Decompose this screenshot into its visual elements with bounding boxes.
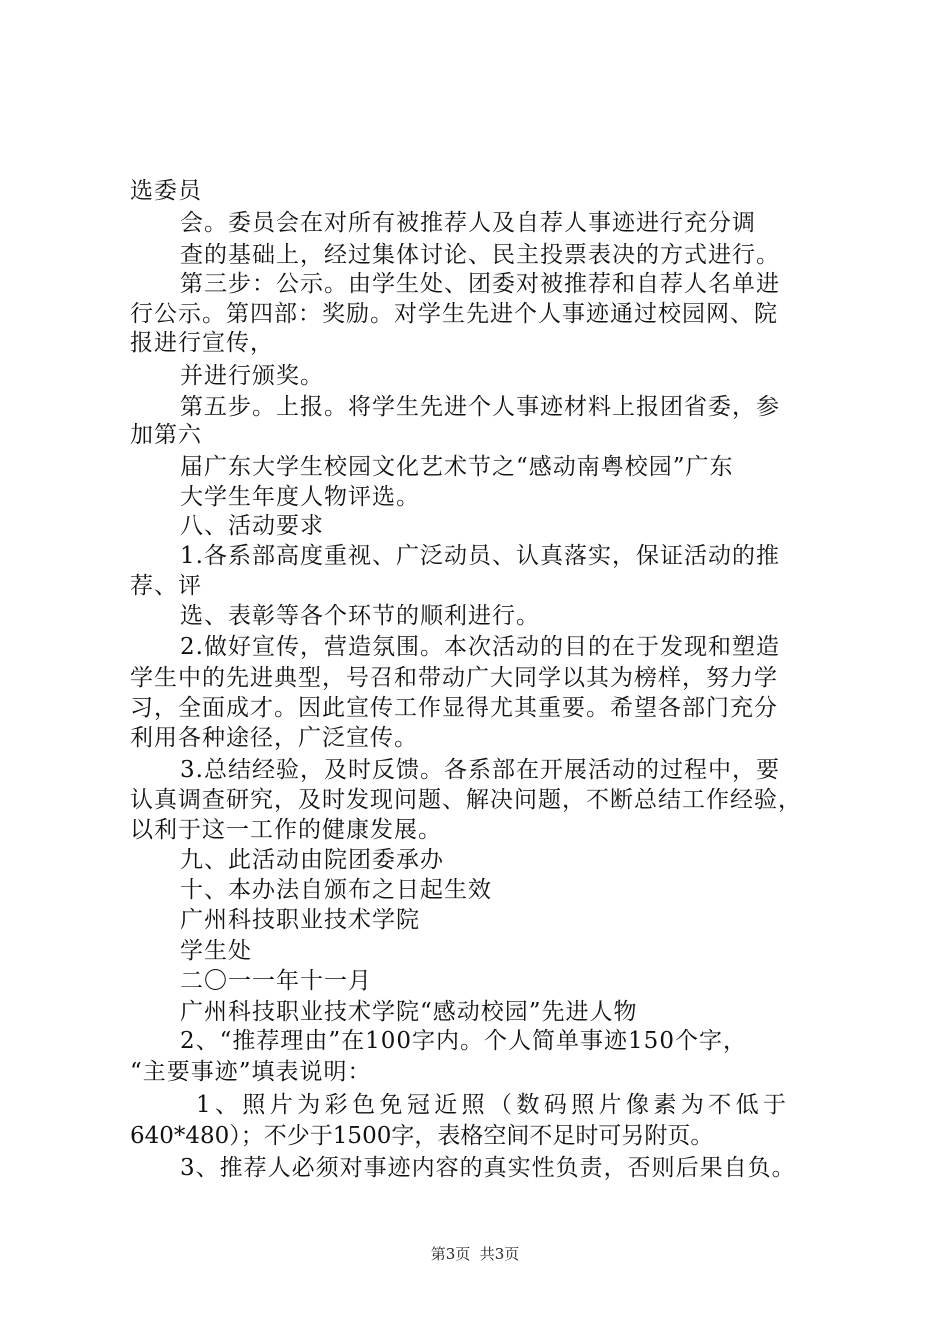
text-line: 1、照片为彩色免冠近照（数码照片像素为不低于 [196,1092,791,1118]
section-heading: 八、活动要求 [180,513,324,539]
text-line: 认真调查研究，及时发现问题、解决问题，不断总结工作经验， [130,787,802,813]
section-heading: 九、此活动由院团委承办 [180,847,444,873]
signature-department: 学生处 [180,938,252,964]
text-line: 3、推荐人必须对事迹内容的真实性负责，否则后果自负。 [180,1155,796,1181]
text-line: 选委员 [130,178,202,204]
text-line: 第五步。上报。将学生先进个人事迹材料上报团省委，参 [180,394,780,420]
text-line: “主要事迹”填表说明： [130,1059,372,1085]
text-line: 大学生年度人物评选。 [180,484,420,510]
text-line: 640*480）；不少于1500字，表格空间不足时可另附页。 [130,1123,714,1149]
text-line: 学生中的先进典型，号召和带动广大同学以其为榜样，努力学 [130,665,778,691]
text-line: 2.做好宣传，营造氛围。本次活动的目的在于发现和塑造 [180,634,780,660]
text-line: 加第六 [130,422,202,448]
text-line: 1.各系部高度重视、广泛动员、认真落实，保证活动的推 [180,543,780,569]
text-line: 届广东大学生校园文化艺术节之“感动南粤校园”广东 [180,454,734,480]
text-line: 利用各种途径，广泛宣传。 [130,725,418,751]
text-line: 以利于这一工作的健康发展。 [130,817,442,843]
text-line: 报进行宣传， [130,330,274,356]
text-line: 选、表彰等各个环节的顺利进行。 [180,603,540,629]
text-line: 荐、评 [130,573,202,599]
form-title: 广州科技职业技术学院“感动校园”先进人物 [180,999,638,1025]
signature-organization: 广州科技职业技术学院 [180,907,420,933]
page-number-label: 第3页 共3页 [430,1245,520,1263]
text-line: 行公示。第四部：奖励。对学生先进个人事迹通过校园网、院 [130,301,778,327]
text-line-justified [196,1090,832,1120]
text-line: 3.总结经验，及时反馈。各系部在开展活动的过程中，要 [180,757,780,783]
text-line: 2、“推荐理由”在100字内。个人简单事迹150个字， [180,1028,747,1054]
signature-date: 二〇一一年十一月 [180,968,372,994]
text-line: 查的基础上，经过集体讨论、民主投票表决的方式进行。 [180,242,780,268]
text-line: 会。委员会在对所有被推荐人及自荐人事迹进行充分调 [180,210,756,236]
page-footer [0,1244,950,1264]
text-line: 习，全面成才。因此宣传工作显得尤其重要。希望各部门充分 [130,695,778,721]
text-line: 并进行颁奖。 [180,363,324,389]
section-heading: 十、本办法自颁布之日起生效 [180,877,492,903]
text-line: 第三步：公示。由学生处、团委对被推荐和自荐人名单进 [180,271,780,297]
